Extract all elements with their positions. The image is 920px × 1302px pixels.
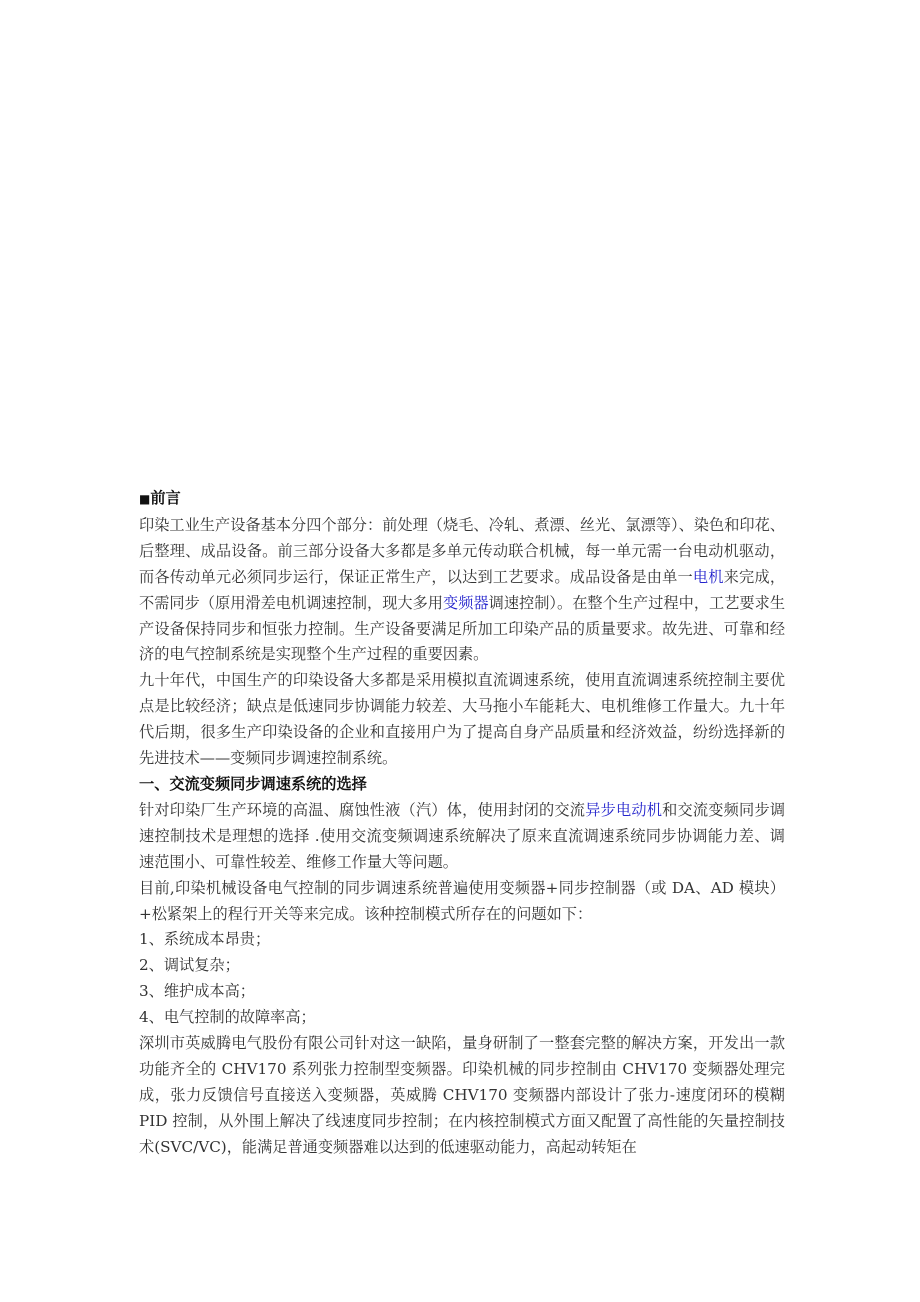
paragraph-intro <box>139 513 785 668</box>
article-body <box>139 486 785 1161</box>
preface-heading <box>139 486 785 513</box>
section-heading-1: 一、交流变频同步调速系统的选择 <box>139 774 367 793</box>
problem-item: 1、系统成本昂贵； <box>139 930 271 949</box>
problem-item: 3、维护成本高； <box>139 982 255 1001</box>
problem-item: 2、调试复杂； <box>139 956 240 975</box>
square-bullet-icon: ■ <box>139 492 151 506</box>
link-motor[interactable]: 电机 <box>692 567 724 586</box>
paragraph-text: 来完成，不需同步（原用滑差电机调速控制，现大多用 <box>139 567 786 612</box>
link-inverter[interactable]: 变频器 <box>443 593 489 612</box>
paragraph-text: 和交流变频同步调速控制技术是理想的选择 .使用交流变频调速系统解决了原来直流调速系统同步协调能力差、调速范围小、可靠性较差、维修工作量大等问题。 <box>139 800 786 871</box>
paragraph-text: 调速控制）。在整个生产过程中，工艺要求生产设备保持同步和恒张力控制。生产设备要满足所加工印染产品的质量要求。故先进、可靠和经济的电气控制系统是实现整个生产过程的重要因素。 <box>139 593 786 664</box>
paragraph-history: 九十年代，中国生产的印染设备大多都是采用模拟直流调速系统，使用直流调速系统控制主要优点是比较经济；缺点是低速同步协调能力较差、大马拖小车能耗大、电机维修工作量大。九十年代后期，很多生产印染设备的企业和直接用户为了提高自身产品质量和经济效益，纷纷选择新的先进技术——变频同步调速控制系统。 <box>139 671 785 768</box>
problem-item: 4、电气控制的故障率高； <box>139 1008 316 1027</box>
paragraph-text: 印染工业生产设备基本分四个部分：前处理（烧毛、冷轧、煮漂、丝光、氯漂等）、染色和印花、后整理、成品设备。前三部分设备大多都是多单元传动联合机械，每一单元需一台电动机驱动，而各传动单元必须同步运行，保证正常生产，以达到工艺要求。成品设备是由单一 <box>139 515 785 586</box>
paragraph-text: 针对印染厂生产环境的高温、腐蚀性液（汽）体，使用封闭的交流 <box>139 800 586 819</box>
link-async-motor[interactable]: 异步电动机 <box>585 800 663 819</box>
paragraph-solution: 深圳市英威腾电气股份有限公司针对这一缺陷，量身研制了一整套完整的解决方案，开发出一款功能齐全的 CHV170 系列张力控制型变频器。印染机械的同步控制由 CHV170 变频器处理完成，张力反馈信号直接送入变频器，英威腾 CHV170 变频器内部设计了张力-速度闭环的模糊 PID 控制，从外围上解决了线速度同步控制；在内核控制模式方面又配置了高性能的矢量控制技术(SVC/VC)，能满足普通变频器难以达到的低速驱动能力，高起动转矩在 <box>139 1034 785 1156</box>
paragraph-current-status: 目前,印染机械设备电气控制的同步调速系统普遍使用变频器+同步控制器（或 DA、AD 模块）+松紧架上的程行开关等来完成。该种控制模式所存在的问题如下： <box>139 878 785 923</box>
paragraph-selection <box>139 798 785 876</box>
preface-title: 前言 <box>150 489 181 507</box>
